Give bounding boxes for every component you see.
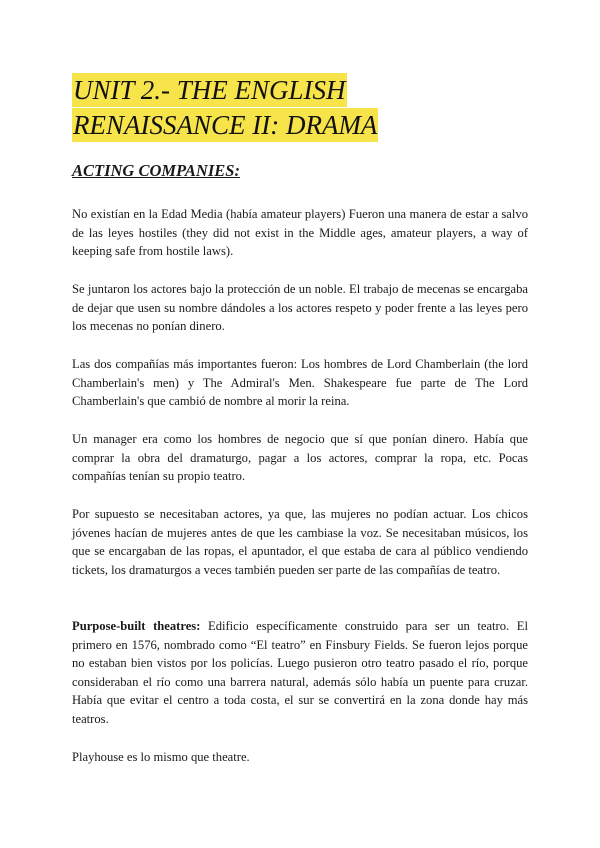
paragraph-patronage: Se juntaron los actores bajo la protección de un noble. El trabajo de mecenas se encargaba de dejar que usen su nombre dándoles a los actores respeto y poder frente a las leyes pero los mecenas no ponían dinero. — [72, 282, 528, 334]
paragraph-theatres — [72, 617, 528, 729]
unit-title-line-1: UNIT 2.- THE ENGLISH — [73, 75, 346, 105]
unit-title-line-2: RENAISSANCE II: DRAMA — [73, 110, 378, 140]
paragraph-manager: Un manager era como los hombres de negocio que sí que ponían dinero. Había que comprar la obra del dramaturgo, pagar a los actores, comprar la ropa, etc. Pocas compañías tenían su propio teatro. — [72, 432, 528, 484]
theatres-label: Purpose-built theatres: — [72, 619, 201, 633]
paragraph-origins: No existían en la Edad Media (había amateur players) Fueron una manera de estar a salvo de las leyes hostiles (they did not exist in the Middle ages, amateur players, a way of keeping safe from hostile laws). — [72, 207, 528, 259]
paragraph-companies: Las dos compañías más importantes fueron: Los hombres de Lord Chamberlain (the lord Chamberlain's men) y The Admiral's Men. Shakespeare fue parte de The Lord Chamberlain's que cambió de nombre al morir la reina. — [72, 357, 528, 409]
theatres-text: Edificio específicamente construido para ser un teatro. El primero en 1576, nombrado como “El teatro” en Finsbury Fields. Se fueron lejos porque no estaban bien vistos por los policías. Luego pusieron otro teatro pasado el río, porque consideraban el río como una barrera natural, además sólo había un puente para cruzar. Había que evitar el centro a toda costa, el sur se convertirá en la zona donde hay más teatros. — [72, 619, 528, 726]
section-heading: ACTING COMPANIES: — [72, 161, 240, 180]
paragraph-playhouse: Playhouse es lo mismo que theatre. — [72, 750, 250, 764]
paragraph-members: Por supuesto se necesitaban actores, ya que, las mujeres no podían actuar. Los chicos jóvenes hacían de mujeres antes de que les cambiase la voz. Se necesitaban músicos, los que se encargaban de las ropas, el apuntador, el que estaba de cara al público vendiendo tickets, los dramaturgos a veces también pueden ser parte de las compañías de teatro. — [72, 507, 528, 577]
